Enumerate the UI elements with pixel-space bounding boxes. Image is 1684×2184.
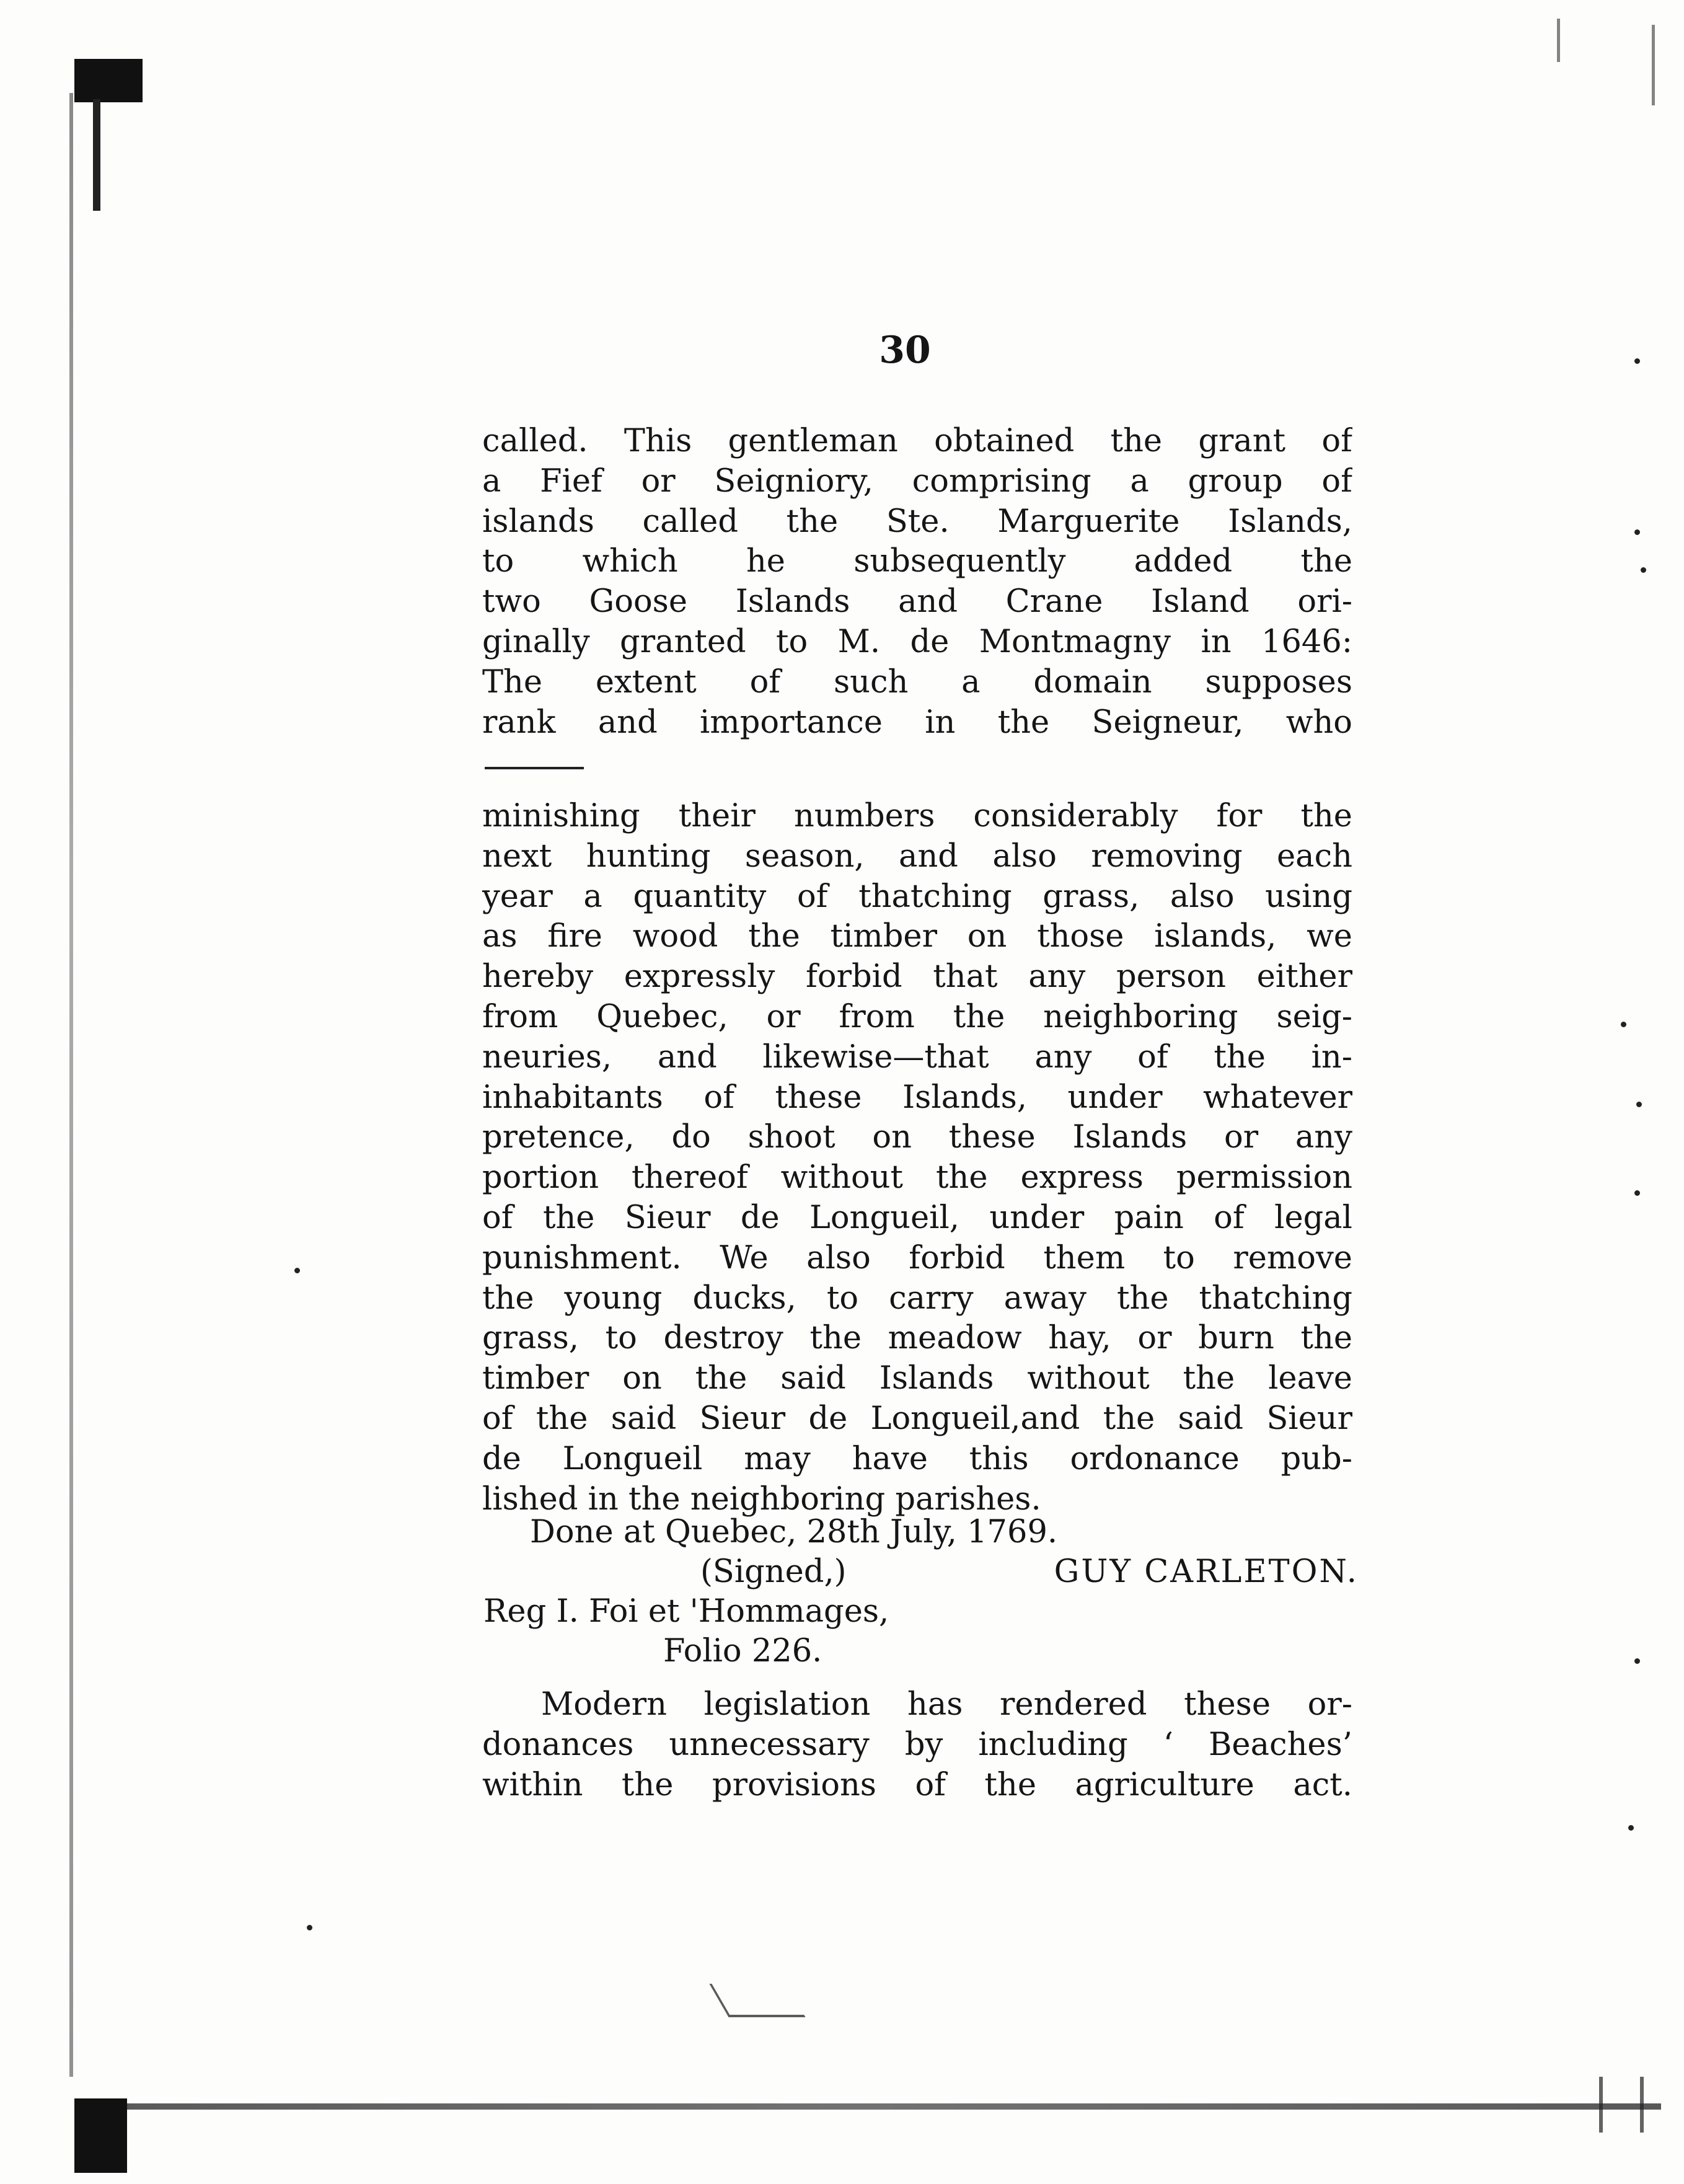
scan-edge-left: [69, 93, 73, 2077]
footnote-line: lished in the neighboring parishes.: [482, 1480, 1041, 1518]
footnote-line: de Longueil may have this ordonance pub-: [482, 1440, 1352, 1477]
ink-speck: [1634, 1658, 1640, 1664]
footnote-line: punishment. We also forbid them to remove: [482, 1239, 1352, 1276]
text-line: two Goose Islands and Crane Island ori-: [482, 583, 1352, 621]
footnote-line: neuries, and likewise—that any of the in-: [482, 1038, 1352, 1076]
text-line: a Fief or Seigniory, comprising a group of: [482, 462, 1352, 500]
scan-edge-bottom: [74, 2103, 1661, 2110]
text-line: ginally granted to M. de Montmagny in 1646:: [482, 623, 1352, 660]
signed-label: (Signed,): [700, 1554, 847, 1590]
ink-speck: [1634, 1190, 1640, 1196]
ink-speck: [1634, 358, 1640, 364]
text-line: rank and importance in the Seigneur, who: [482, 704, 1352, 741]
scan-edge-right-secondary: [1557, 19, 1560, 62]
closing-paragraph: [482, 1685, 1352, 1805]
ink-speck: [1641, 567, 1646, 573]
footnote-line: inhabitants of these Islands, under whatever: [482, 1079, 1352, 1116]
closing-line: donances unnecessary by including ‘ Beaches’: [482, 1726, 1352, 1763]
footnote-line: pretence, do shoot on these Islands or any: [482, 1119, 1352, 1156]
closing-line: within the provisions of the agriculture act.: [482, 1766, 1352, 1803]
register-reference: Reg I. Foi et 'Hommages,: [483, 1593, 889, 1630]
footnote-line: hereby expressly forbid that any person either: [482, 958, 1352, 996]
dateline: Done at Quebec, 28th July, 1769.: [530, 1514, 1058, 1550]
main-paragraph: [482, 422, 1352, 743]
text-line: to which he subsequently added the: [482, 543, 1352, 580]
footnote-line: next hunting season, and also removing each: [482, 838, 1352, 875]
scan-edge-right: [1652, 25, 1655, 105]
ink-speck: [1628, 1825, 1634, 1831]
folio-reference: Folio 226.: [663, 1633, 822, 1669]
scan-corner-mark-bottom-right: [1599, 2077, 1644, 2133]
footnote-line: of the said Sieur de Longueil,and the said Sieur: [482, 1400, 1352, 1437]
footnote-line: portion thereof without the express permission: [482, 1159, 1352, 1196]
footnote-line: minishing their numbers considerably for the: [482, 798, 1352, 834]
scan-corner-mark-bottom: [74, 2098, 127, 2173]
footnote-line: year a quantity of thatching grass, also using: [482, 878, 1352, 915]
footnote-line: timber on the said Islands without the leave: [482, 1360, 1352, 1397]
ink-speck: [1621, 1022, 1626, 1027]
signature-name: GUY CARLETON.: [1054, 1554, 1359, 1590]
scan-edge-bar: [93, 99, 100, 211]
footnote-line: from Quebec, or from the neighboring seig-: [482, 998, 1352, 1035]
closing-line: Modern legislation has rendered these or-: [541, 1686, 1352, 1723]
footnote-divider: [485, 767, 584, 769]
text-line: called. This gentleman obtained the grant of: [482, 423, 1352, 459]
footnote-line: of the Sieur de Longueil, under pain of legal: [482, 1199, 1352, 1236]
footnote-line: grass, to destroy the meadow hay, or burn the: [482, 1320, 1352, 1357]
text-line: islands called the Ste. Marguerite Islands,: [482, 503, 1352, 540]
ink-speck: [1634, 529, 1640, 535]
ink-stroke-mark: [709, 1984, 805, 2017]
ink-speck: [307, 1925, 312, 1930]
footnote-line: as fire wood the timber on those islands, we: [482, 918, 1352, 955]
text-line: The extent of such a domain supposes: [482, 663, 1352, 701]
ink-speck: [1636, 1102, 1642, 1107]
footnote-line: the young ducks, to carry away the thatching: [482, 1280, 1352, 1317]
ink-speck: [294, 1268, 300, 1273]
page-number: 30: [879, 329, 931, 372]
footnote-paragraph: [482, 797, 1352, 1519]
scan-corner-mark-top: [74, 59, 143, 102]
